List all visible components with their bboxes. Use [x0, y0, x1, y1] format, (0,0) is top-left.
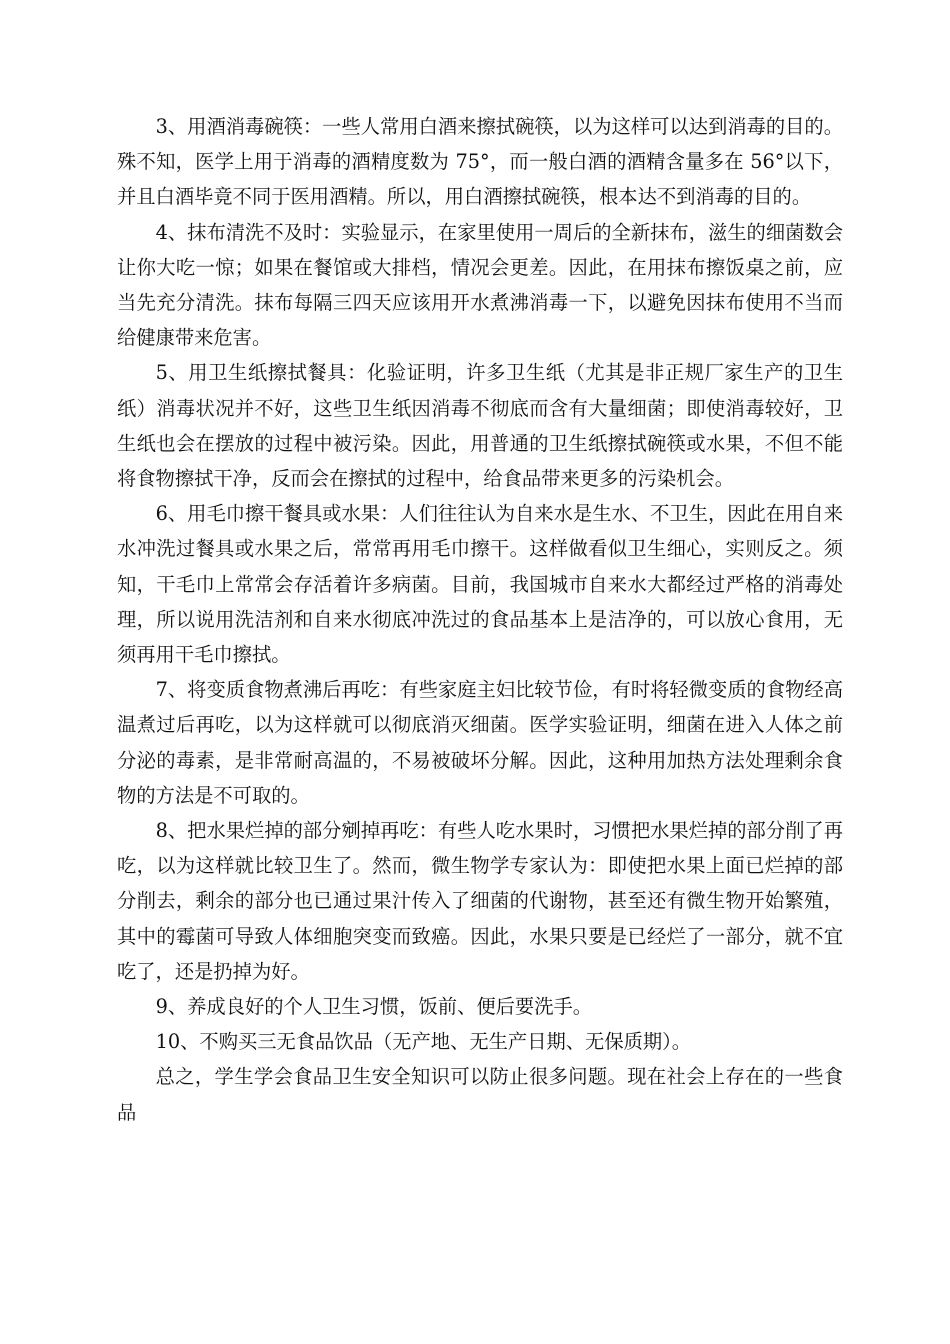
- paragraph-toilet-paper: 5、用卫生纸擦拭餐具：化验证明，许多卫生纸（尤其是非正规厂家生产的卫生纸）消毒状况并不好，这些卫生纸因消毒不彻底而含有大量细菌；即使消毒较好，卫生纸也会在摆放的过程中被污染。因此，用普通的卫生纸擦拭碗筷或水果，不但不能将食物擦拭干净，反而会在擦拭的过程中，给食品带来更多的污染机会。: [117, 361, 843, 491]
- paragraph-rotten-fruit: 8、把水果烂掉的部分剜掉再吃：有些人吃水果时，习惯把水果烂掉的部分削了再吃，以为这样就比较卫生了。然而，微生物学专家认为：即使把水果上面已烂掉的部分削去，剩余的部分也已通过果汁传入了细菌的代谢物，甚至还有微生物开始繁殖，其中的霉菌可导致人体细胞突变而致癌。因此，水果只要是已经烂了一部分，就不宜吃了，还是扔掉为好。: [117, 819, 843, 983]
- paragraph-hand-washing: 9、养成良好的个人卫生习惯，饭前、便后要洗手。: [155, 995, 593, 1019]
- paragraph-three-no-products: 10、不购买三无食品饮品（无产地、无生产日期、无保质期）。: [155, 1030, 692, 1054]
- paragraph-towel-drying: 6、用毛巾擦干餐具或水果：人们往往认为自来水是生水、不卫生，因此在用自来水冲洗过餐具或水果之后，常常再用毛巾擦干。这样做看似卫生细心，实则反之。须知，干毛巾上常常会存活着许多病菌。目前，我国城市自来水大都经过严格的消毒处理，所以说用洗洁剂和自来水彻底冲洗过的食品基本上是洁净的，可以放心食用，无须再用干毛巾擦拭。: [117, 502, 843, 667]
- document-body: [117, 109, 843, 1130]
- paragraph-rag-cleaning: 4、抹布清洗不及时：实验显示，在家里使用一周后的全新抹布，滋生的细菌数会让你大吃一惊；如果在餐馆或大排档，情况会更差。因此，在用抹布擦饭桌之前，应当先充分清洗。抹布每隔三四天应该用开水煮沸消毒一下，以避免因抹布使用不当而给健康带来危害。: [117, 220, 843, 350]
- paragraph-spoiled-food: 7、将变质食物煮沸后再吃：有些家庭主妇比较节俭，有时将轻微变质的食物经高温煮过后再吃，以为这样就可以彻底消灭细菌。医学实验证明，细菌在进入人体之前分泌的毒素，是非常耐高温的，不易被破坏分解。因此，这种用加热方法处理剩余食物的方法是不可取的。: [117, 678, 843, 807]
- paragraph-conclusion: 总之，学生学会食品卫生安全知识可以防止很多问题。现在社会上存在的一些食品: [117, 1065, 843, 1124]
- paragraph-alcohol-disinfection: 3、用酒消毒碗筷：一些人常用白酒来擦拭碗筷，以为这样可以达到消毒的目的。殊不知，医学上用于消毒的酒精度数为 75°，而一般白酒的酒精含量多在 56°以下，并且白酒毕竟不同于医用酒精。所以，用白酒擦拭碗筷，根本达不到消毒的目的。: [117, 115, 843, 209]
